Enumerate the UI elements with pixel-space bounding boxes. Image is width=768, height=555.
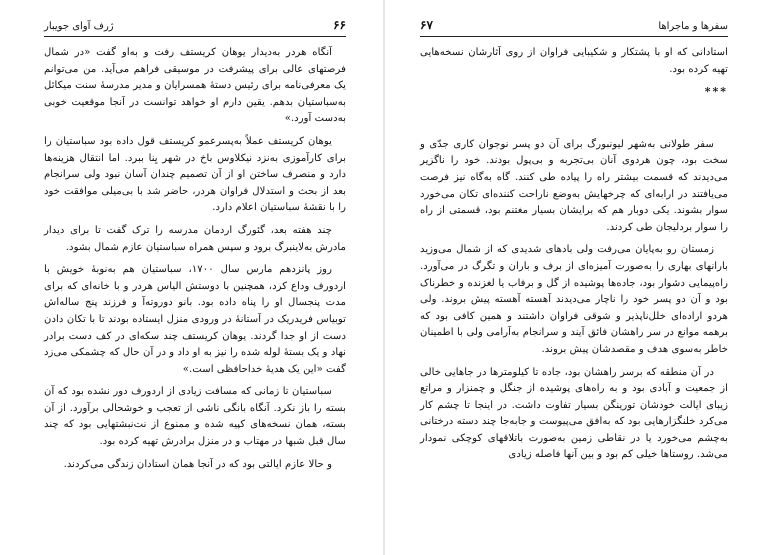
paragraph: و حالا عازم ایالتی بود که در آنجا همان استادان زندگی می‌کردند. <box>63 458 332 470</box>
left-body-text <box>44 45 346 473</box>
paragraph: سباستیان تا زمانی که مسافت زیادی از اردورف دور نشده بود که آن بسته را باز نکرد. آنگاه بانگی ناشی از تعجب و خوشحالی برآورد. از آن بسته، همان نسخه‌های کپیه شده و ممنوع از نت‌نبشتهایی بود که چند سال قبل شبها در مهتاب و در منزل برادرش تهیه کرده بود. <box>44 386 346 448</box>
right-page <box>384 0 768 555</box>
left-page-number: ۶۶ <box>333 18 346 32</box>
paragraph: در آن منطقه که برسر راهشان بود، جاده تا کیلومترها در جاهایی خالی از جمعیت و آبادی بود و به راه‌های پوشیده از جنگل و چمنزار و مراتع زیبای ایالت خودشان تورینگن بسیار تفاوت داشت. در اینجا تا چشم کار می‌کرد خلنگزارهایی بود که به‌افق می‌پیوست و جابه‌جا چند دسته درختانی به‌چشم می‌خورد یا در نقاطی زمین به‌صورت باتلاقهای کوچکی نمودار می‌شد. روستاها خیلی کم بود و بین آنها فاصله زیادی <box>420 366 728 461</box>
paragraph: چند هفته بعد، گئورگ اردمان مدرسه را ترک گفت تا برای دیدار مادرش به‌لاینبرگ برود و سپس همراه سباستیان عازم شمال بشود. <box>44 224 346 253</box>
right-body-text <box>420 45 728 464</box>
paragraph: روز پانزدهم مارس سال ۱۷۰۰، سباستیان هم به‌نوبهٔ خویش با اردورف وداع کرد، همچنین با دوستش الیاس هردر و با خانه‌ای که برای مدت پنجسال او را پناه داده بود. بانو دوروته‌آ و فرزند پنج ساله‌اش توبیاس فریدریک در آستانهٔ در ورودی منزل ایستاده بودند تا با تکان دادن دست از او جدا گردند. یوهان کریستف چند سکه‌ای در کف دست برادر نهاد و یک بستهٔ لوله شده را نیز به او داد و در آن حال که چشمکی می‌زد گفت «این یک هدیهٔ خداحافظی است.» <box>44 264 346 375</box>
paragraph: زمستان رو به‌پایان می‌رفت ولی بادهای شدیدی که از شمال می‌وزید بارانهای بهاری را به‌صورت آمیزه‌ای از برف و باران و تگرگ در می‌آورد. راه‌پیمایی دشوار بود، جاده‌ها پوشیده از گل و برفاب یا لغزنده و خطرناک بود و آن دو پسر خود را ناچار می‌دیدند آهسته آهسته پیش بروند. ولی هردو اراده‌ای خلل‌ناپذیر و شوقی فراوان داشتند و همین کافی بود که برهمه موانع در سر راهشان فائق آیند و سرانجام به‌آرامی ولی با اطمینان خاطر به‌سوی هدف و مقصدشان پیش بروند. <box>420 244 728 355</box>
paragraph: یوهان کریستف عملاً به‌پسرعمو کریستف قول داده بود سباستیان را برای کارآموزی به‌نزد نیکلاوس باخ در شهر یِنا ببرد. اما انتقال هزینه‌ها دارد و منصرف ساختن او از آن تصمیم چندان آسان نبود ولی سرانجام بعد از بحث و استدلال فراوان هردر، حاضر شد با بی‌میلی موافقت خود را با نقشهٔ سباستیان اعلام دارد. <box>44 135 346 214</box>
right-running-title: سفرها و ماجراها <box>658 21 728 32</box>
paragraph: سفر طولانی به‌شهر لیونبورگ برای آن دو پسر نوجوان کاری جدّی و سخت بود، چون هردوی آنان بی‌تجربه و بی‌پول بودند. خود را ناگزیر می‌دیدند که قسمت بیشتر راه را پیاده طی کنند. گاه به‌گاه نیز فرصت می‌یافتند در ارابه‌ای که چرخهایش به‌وضع ناراحت کننده‌ای تکان می‌خورد سوار بشوند. یکی دوبار هم که برایشان بسیار مغتنم بود، قسمتی از راه را سوار بردلیجان طی کردند. <box>420 138 728 233</box>
left-running-title: ژرف آوای جویبار <box>44 21 114 32</box>
right-page-number: ۶۷ <box>420 18 433 32</box>
left-running-header <box>44 18 346 37</box>
paragraph: استادانی که او با پشتکار و شکیبایی فراوان از روی آثارشان نسخه‌هایی تهیه کرده بود. <box>420 47 728 75</box>
section-separator: *** <box>704 85 728 99</box>
right-running-header <box>420 18 728 37</box>
paragraph: آنگاه هردر به‌دیدار یوهان کریستف رفت و به‌او گفت «در شمال فرصتهای عالی برای پیشرفت در موسیقی فراهم می‌آید. من می‌توانم یک معرفی‌نامه برای رئیس دستهٔ همسرایان و مدیر مدرسهٔ سنت میکائل به‌سباستیان بدهم. یقین دارم او خواهد توانست در آنجا موقعیت خوبی به‌دست آورد.» <box>44 47 346 125</box>
